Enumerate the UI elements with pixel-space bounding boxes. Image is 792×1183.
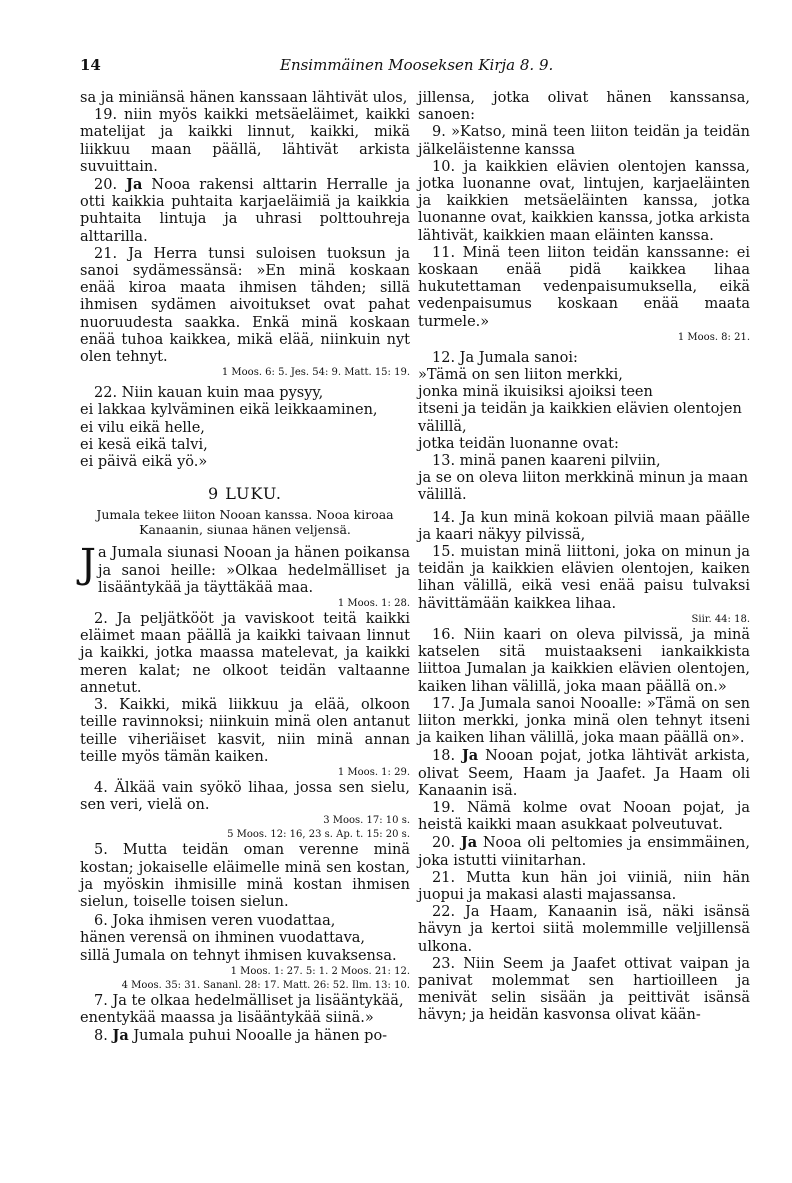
cross-reference: Siir. 44: 18. xyxy=(691,613,750,625)
verse-text: Nooan pojat, jotka lähtivät arkista, olivat Seem, Haam ja Jaafet. Ja Haam oli Kanaanin isä. xyxy=(418,748,750,799)
verse-bold-word: Ja xyxy=(112,1027,129,1045)
page-header xyxy=(80,56,760,76)
verse-number: 20. xyxy=(94,177,127,194)
verse-9-5: 5. Mutta teidän oman verenne minä kostan; jokaiselle eläimelle minä sen kostan, ja myöskin ihmisille minä kostan ihmisen sielun, toiselle toisen sielun. xyxy=(80,842,410,910)
verse-8-19: 19. niin myös kaikki metsäeläimet, kaikki matelijat ja kaikki linnut, kaikki, mikä liikkuu maan päällä, lähtivät arkista suvuittain. xyxy=(80,107,410,175)
verse-9-10: 10. ja kaikkien elävien olentojen kanssa, jotka luonanne ovat, lintujen, karjaeläinten ja kaikkien metsäeläinten kanssa, jotka luonanne ovat, kaikkien kanssa, jotka arkista lähtivät, kaikkien maan eläinten kanssa. xyxy=(418,158,750,244)
page-number: 14 xyxy=(80,56,101,74)
cross-reference: 1 Moos. 1: 27. 5: 1. 2 Moos. 21: 12. xyxy=(230,965,410,977)
verse-9-21: 21. Mutta kun hän joi viiniä, niin hän juopui ja makasi alasti majassansa. xyxy=(418,869,750,903)
verse-9-20 xyxy=(418,834,750,869)
verse-9-23: 23. Niin Seem ja Jaafet ottivat vaipan ja panivat molemmat sen hartioilleen ja menivät selin sisään ja peittivät isänsä hävyn; ja heidän kasvonsa olivat kään- xyxy=(418,955,750,1024)
running-title: Ensimmäinen Mooseksen Kirja 8. 9. xyxy=(280,56,554,74)
verse-9-14: 14. Ja kun minä kokoan pilviä maan päälle ja kaari näkyy pilvissä, xyxy=(418,509,750,543)
verse-9-6-poem xyxy=(80,913,410,965)
chapter-summary: Jumala tekee liiton Nooan kanssa. Nooa kiroaa Kanaanin, siunaa hänen veljensä. xyxy=(96,507,394,537)
verse-9-16: 16. Niin kaari on oleva pilvissä, ja minä katselen sitä muistaakseni iankaikkista liittoa Jumalan ja kaikkien elävien olentojen, kaiken lihan välillä, joka maan päällä on.» xyxy=(418,626,750,695)
verse-9-8-cont: jillensa, jotka olivat hänen kanssansa, sanoen: xyxy=(418,90,750,124)
cross-reference: 1 Moos. 6: 5. Jes. 54: 9. Matt. 15: 19. xyxy=(221,367,410,379)
verse-text: Nooa oli peltomies ja ensimmäinen, joka istutti viinitarhan. xyxy=(418,835,750,869)
poem-line: jotka teidän luonanne ovat: xyxy=(418,435,619,452)
verse-9-12-poem xyxy=(418,350,750,505)
verse-9-15: 15. muistan minä liittoni, joka on minun ja teidän ja kaikkien elävien olentojen, kaiken lihan välillä, eikä vesi enää paisu tulvaksi hävittämään kaikkea lihaa. xyxy=(418,544,750,612)
poem-line: 22. Niin kauan kuin maa pysyy, xyxy=(94,385,324,402)
verse-number: 8. xyxy=(94,1028,113,1045)
poem-line: hänen verensä on ihminen vuodattava, xyxy=(80,930,366,947)
verse-9-3: 3. Kaikki, mikä liikkuu ja elää, olkoon teille ravinnoksi; niinkuin minä olen antanut teille viheriäiset kasvit, niin minä annan teille myös tämän kaiken. xyxy=(80,697,410,765)
poem-line: »Tämä on sen liiton merkki, xyxy=(418,367,623,384)
cross-reference: 4 Moos. 35: 31. Sananl. 28: 17. Matt. 26: 52. Ilm. 13: 10. xyxy=(121,979,410,991)
poem-line: 6. Joka ihmisen veren vuodattaa, xyxy=(94,913,336,930)
verse-9-1 xyxy=(80,541,410,597)
poem-line: sillä Jumala on tehnyt ihmisen kuvaksensa. xyxy=(80,947,397,964)
verse-8-22-poem xyxy=(80,385,410,471)
poem-line: ei lakkaa kylväminen eikä leikkaaminen, xyxy=(80,402,378,419)
poem-line: jonka minä ikuisiksi ajoiksi teen xyxy=(418,384,653,401)
verse-9-7-poem xyxy=(80,993,410,1027)
poem-line: 13. minä panen kaareni pilviin, xyxy=(432,453,661,470)
verse-bold-word: Ja xyxy=(460,834,478,852)
verse-8-18-cont: sa ja miniänsä hänen kanssaan lähtivät ulos, xyxy=(80,90,408,106)
verse-9-19: 19. Nämä kolme ovat Nooan pojat, ja heistä kaikki maan asukkaat polveutuvat. xyxy=(418,799,750,834)
verse-text: Jumala puhui Nooalle ja hänen po- xyxy=(128,1028,388,1045)
verse-text: Nooa rakensi alttarin Herralle ja otti kaikkia puhtaita karjaeläimiä ja kaikkia puhtaita lintuja ja uhrasi polttouhreja alttarilla. xyxy=(80,177,410,245)
poem-line: ei päivä eikä yö.» xyxy=(80,454,208,471)
chapter-title: 9 LUKU. xyxy=(208,484,282,504)
verse-bold-word: Ja xyxy=(461,747,479,765)
poem-line: 7. Ja te olkaa hedelmälliset ja lisääntykää, xyxy=(94,992,404,1009)
left-column xyxy=(80,90,410,1045)
verse-number: 18. xyxy=(432,748,462,765)
poem-line: ei vilu eikä helle, xyxy=(80,419,205,436)
verse-text: a Jumala siunasi Nooan ja hänen poikansa ja sanoi heille: »Olkaa hedelmälliset ja lisääntykää ja täyttäkää maa. xyxy=(98,545,410,596)
cross-reference: 1 Moos. 8: 21. xyxy=(677,331,750,343)
verse-bold-word: Ja xyxy=(126,176,143,194)
poem-line: 12. Ja Jumala sanoi: xyxy=(432,349,578,366)
verse-9-22: 22. Ja Haam, Kanaanin isä, näki isänsä hävyn ja kertoi siitä molemmille veljillensä ulkona. xyxy=(418,904,750,955)
verse-9-2: 2. Ja peljätkööt ja vaviskoot teitä kaikki eläimet maan päällä ja kaikki taivaan linnut ja kaikki, jotka maassa matelevat, ja kaikki meren kalat; ne olkoot teidän valtaanne annetut. xyxy=(80,611,410,696)
verse-9-11: 11. Minä teen liiton teidän kanssanne: ei koskaan enää pidä kaikkea lihaa hukutettaman vedenpaisumuksella, eikä vedenpaisumus koskaan enää maata turmele.» xyxy=(418,244,750,330)
verse-9-18 xyxy=(418,747,750,800)
poem-line: enentykää maassa ja lisääntykää siinä.» xyxy=(80,1009,374,1026)
verse-8-21: 21. Ja Herra tunsi suloisen tuoksun ja sanoi sydämessänsä: »En minä koskaan enää kiroa maata ihmisen tähden; sillä ihmisen sydämen aivoitukset ovat pahat nuoruudesta saakka. Enkä minä koskaan enää tuhoa kaikkea, mikä elää, niinkuin nyt olen tehnyt. xyxy=(80,245,410,366)
cross-reference: 1 Moos. 1: 28. xyxy=(337,598,410,610)
cross-reference: 3 Moos. 17: 10 s. xyxy=(323,815,410,827)
verse-9-17: 17. Ja Jumala sanoi Nooalle: »Tämä on sen liiton merkki, jonka minä olen tehnyt itseni ja kaiken lihan välillä, joka maan päällä on». xyxy=(418,695,750,747)
poem-line: ei kesä eikä talvi, xyxy=(80,436,208,453)
poem-line: ja se on oleva liiton merkkinä minun ja maan välillä. xyxy=(418,470,749,504)
cross-reference: 5 Moos. 12: 16, 23 s. Ap. t. 15: 20 s. xyxy=(227,829,410,841)
cross-reference: 1 Moos. 1: 29. xyxy=(337,766,410,778)
verse-8-20 xyxy=(80,176,410,246)
verse-9-4: 4. Älkää vain syökö lihaa, jossa sen sielu, sen veri, vielä on. xyxy=(80,779,410,814)
verse-9-8 xyxy=(80,1027,410,1045)
verse-number: 20. xyxy=(432,835,461,852)
poem-line: itseni ja teidän ja kaikkien elävien olentojen välillä, xyxy=(418,401,742,435)
drop-cap: J xyxy=(80,541,97,588)
right-column xyxy=(418,90,750,1025)
verse-9-9: 9. »Katso, minä teen liiton teidän ja teidän jälkeläistenne kanssa xyxy=(418,124,750,158)
